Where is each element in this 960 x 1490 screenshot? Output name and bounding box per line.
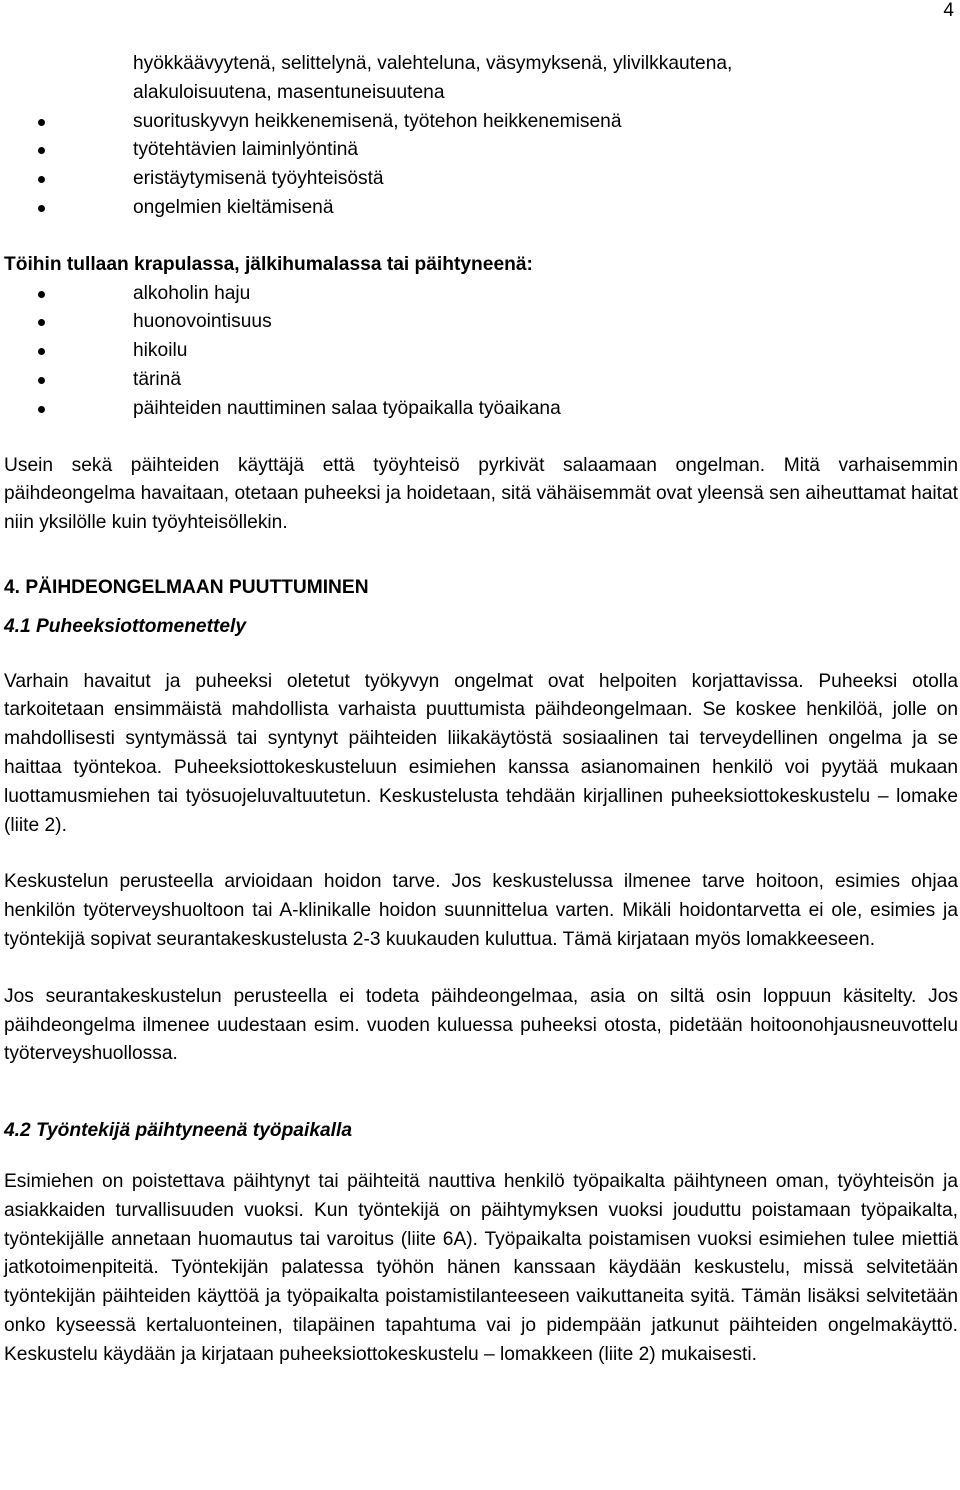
- signs-list: [4, 108, 958, 223]
- list-item-text: päihteiden nauttiminen salaa työpaikalla työaikana: [133, 397, 561, 419]
- paragraph-follow-up: Jos seurantakeskustelun perusteella ei todeta päihdeongelmaa, asia on siltä osin loppuun käsitelty. Jos päihdeongelma ilmenee uudestaan esim. vuoden kuluessa puheeksi otosta, pidetään hoitoonohjausneuvottelu työterveyshuollossa.: [4, 985, 958, 1065]
- paragraph-concealment: Usein sekä päihteiden käyttäjä että työyhteisö pyrkivät salaamaan ongelman. Mitä varhaisemmin päihdeongelma havaitaan, otetaan puheeksi ja hoidetaan, sitä vähäisemmät ovat yleensä sen aiheuttamat haitat niin yksilölle kuin työyhteisöllekin.: [4, 454, 958, 534]
- list-item-text: työtehtävien laiminlyöntinä: [133, 139, 359, 161]
- page-number: 4: [943, 0, 954, 21]
- list-item: [4, 136, 958, 165]
- list-item: [4, 165, 958, 194]
- paragraph-intoxicated-employee: Esimiehen on poistettava päihtynyt tai päihteitä nauttiva henkilö työpaikalta päihtyneen oman, työyhteisön ja asiakkaiden turvallisuuden vuoksi. Kun työntekijä on päihtymyksen vuoksi jouduttu poistamaan työpaikalta, työntekijälle annetaan huomautus tai varoitus (liite 6A). Työpaikalta poistamisen vuoksi esimiehen tulee miettiä jatkotoimenpiteitä. Työntekijän palatessa työhön hänen kanssaan käydään keskustelu, missä selvitetään työntekijän päihteiden käyttöä ja työpaikalta poistamistilanteeseen vaikuttaneita syitä. Tämän lisäksi selvitetään onko kyseessä kertaluonteinen, tilapäinen tapahtuma vai jo pidempään jatkunut päihteiden ongelmakäyttö. Keskustelu käydään ja kirjataan puheeksiottokeskustelu – lomakkeen (liite 2) mukaisesti.: [4, 1170, 958, 1365]
- paragraph-early-intervention: Varhain havaitut ja puheeksi oletetut työkyvyn ongelmat ovat helpoiten korjattavissa. Puheeksi otolla tarkoitetaan ensimmäistä mahdollista varhaista puuttumista päihdeongelmaan. Se koskee henkilöä, jolle on mahdollisesti syntymässä tai syntynyt päihteiden liikakäytöstä sosiaalinen tai terveydellinen ongelma ja se haittaa työntekoa. Puheeksiottokeskusteluun esimiehen kanssa asianomainen henkilö voi pyytää mukaan luottamusmiehen tai työsuojeluvaltuutetun. Keskustelusta tehdään kirjallinen puheeksiottokeskustelu – lomake (liite 2).: [4, 670, 958, 836]
- bullet-icon: [38, 291, 45, 298]
- list-item: [4, 337, 958, 366]
- section-heading: 4. PÄIHDEONGELMAAN PUUTTUMINEN: [4, 576, 369, 598]
- list-item: [4, 194, 958, 223]
- bullet-icon: [38, 377, 45, 384]
- list-item-text: tärinä: [133, 368, 181, 390]
- list-item: [4, 280, 958, 309]
- list-item-text: huonovointisuus: [133, 311, 272, 333]
- list-item: [4, 108, 958, 137]
- list-item: [4, 366, 958, 395]
- bullet-icon: [38, 205, 45, 212]
- list-item: [4, 395, 958, 424]
- document-body: [4, 50, 958, 1369]
- subsection-heading: 4.1 Puheeksiottomenettely: [4, 615, 247, 637]
- work-intox-list: [4, 280, 958, 424]
- list-item: [4, 308, 958, 337]
- intro-line-1: hyökkäävyytenä, selittelynä, valehteluna, väsymyksenä, ylivilkkautena,: [133, 53, 733, 74]
- bullet-icon: [38, 406, 45, 413]
- paragraph-treatment-need: Keskustelun perusteella arvioidaan hoidon tarve. Jos keskustelussa ilmenee tarve hoitoon, esimies ohjaa henkilön työterveyshuoltoon tai A-klinikalle hoidon suunnittelua varten. Mikäli hoidontarvetta ei ole, esimies ja työntekijä sopivat seurantakeskustelusta 2-3 kuukauden kuluttua. Tämä kirjataan myös lomakkeeseen.: [4, 871, 958, 950]
- list-item-text: hikoilu: [133, 340, 188, 362]
- bullet-icon: [38, 319, 45, 326]
- list-item-text: ongelmien kieltämisenä: [133, 196, 334, 218]
- intro-line-2: alakuloisuutena, masentuneisuutena: [133, 81, 445, 103]
- bullet-icon: [38, 119, 45, 126]
- list-item-text: alkoholin haju: [133, 282, 251, 304]
- bullet-icon: [38, 147, 45, 154]
- bullet-icon: [38, 348, 45, 355]
- list-item-text: suorituskyvyn heikkenemisenä, työtehon heikkenemisenä: [133, 110, 622, 132]
- list-item-text: eristäytymisenä työyhteisöstä: [133, 168, 384, 190]
- subsection-heading: 4.2 Työntekijä päihtyneenä työpaikalla: [4, 1120, 352, 1142]
- work-intox-heading: Töihin tullaan krapulassa, jälkihumalassa tai päihtyneenä:: [4, 253, 533, 275]
- bullet-icon: [38, 176, 45, 183]
